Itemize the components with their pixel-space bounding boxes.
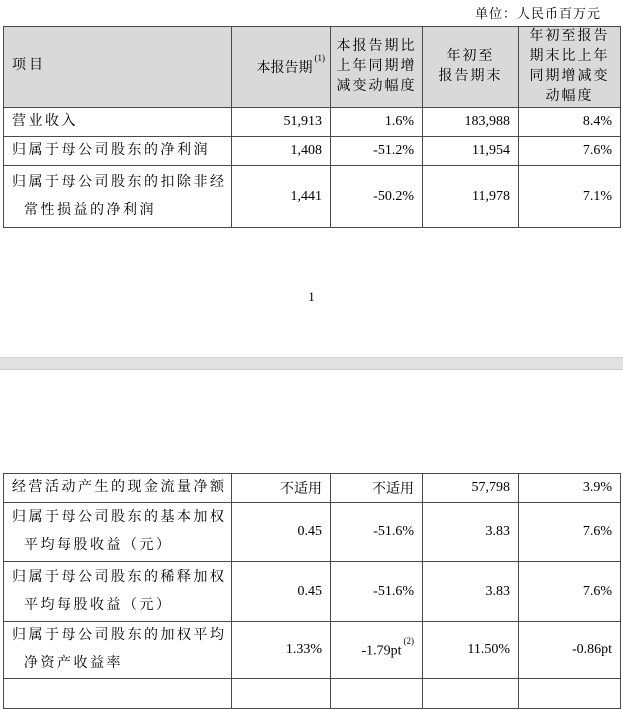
- cell-current-period: 不适用: [232, 474, 331, 503]
- cell-ytd: 3.83: [423, 503, 519, 562]
- cell-ytd-change: 7.1%: [519, 166, 621, 228]
- page-number: 1: [308, 289, 315, 304]
- cell-change-vs-prior: -51.6%: [331, 503, 423, 562]
- cell-change-vs-prior: 不适用: [331, 474, 423, 503]
- table-row: [4, 166, 621, 228]
- cell-current-period: 1,441: [232, 166, 331, 228]
- cell-label: 归属于母公司股东的稀释加权 平均每股收益（元）: [4, 562, 232, 622]
- cell-ytd: 57,798: [423, 474, 519, 503]
- cell-current-period: 51,913: [232, 108, 331, 137]
- cell-change-vs-prior: -51.2%: [331, 137, 423, 166]
- cell-ytd: 183,988: [423, 108, 519, 137]
- cell-ytd: 11,978: [423, 166, 519, 228]
- cell-label: 营业收入: [4, 108, 232, 137]
- cell-ytd-change: 7.6%: [519, 503, 621, 562]
- results-table-page1: [3, 26, 621, 228]
- cell-ytd: 11.50%: [423, 622, 519, 679]
- cell-ytd-change: 8.4%: [519, 108, 621, 137]
- cell-current-period: 0.45: [232, 562, 331, 622]
- header-item: 项目: [4, 27, 232, 108]
- cell-ytd: 3.83: [423, 562, 519, 622]
- table-row: [4, 503, 621, 562]
- header-ytd: 年初至 报告期末: [423, 27, 519, 108]
- cell-change-vs-prior: -1.79pt$^{(2)}$: [331, 622, 423, 679]
- cell-current-period: 1,408: [232, 137, 331, 166]
- cell-label: 经营活动产生的现金流量净额: [4, 474, 232, 503]
- cell-ytd-change: 3.9%: [519, 474, 621, 503]
- results-table-page2: [3, 473, 621, 709]
- cell-ytd: 11,954: [423, 137, 519, 166]
- cell-change-vs-prior: -50.2%: [331, 166, 423, 228]
- header-current-period: [232, 27, 331, 108]
- cell-current-period: 0.45: [232, 503, 331, 562]
- unit-note: 单位：人民币百万元: [474, 6, 601, 21]
- cell-ytd-change: 7.6%: [519, 137, 621, 166]
- table-row: [4, 562, 621, 622]
- cell-label: 归属于母公司股东的基本加权 平均每股收益（元）: [4, 503, 232, 562]
- footnote-marker-2: (2): [403, 635, 414, 646]
- page-separator: [0, 357, 623, 370]
- table-row: [4, 474, 621, 503]
- cell-label: 归属于母公司股东的加权平均 净资产收益率: [4, 622, 232, 679]
- table-row: [4, 622, 621, 679]
- header-change-vs-prior: 本报告期比 上年同期增 减变动幅度: [331, 27, 423, 108]
- cell-ytd-change: -0.86pt: [519, 622, 621, 679]
- cell-label: 归属于母公司股东的净利润: [4, 137, 232, 166]
- cell-change-vs-prior: 1.6%: [331, 108, 423, 137]
- table-row-clipped: [4, 679, 621, 709]
- table-row: [4, 137, 621, 166]
- cell-change-vs-prior: -51.6%: [331, 562, 423, 622]
- header-current-period-text: 本报告期: [256, 61, 313, 76]
- cell-label: 归属于母公司股东的扣除非经 常性损益的净利润: [4, 166, 232, 228]
- cell-current-period: 1.33%: [232, 622, 331, 679]
- table-header-row: [4, 27, 621, 108]
- header-ytd-change: 年初至报告 期末比上年 同期增减变 动幅度: [519, 27, 621, 108]
- footnote-marker-1: (1): [314, 53, 325, 64]
- table-row: [4, 108, 621, 137]
- cell-ytd-change: 7.6%: [519, 562, 621, 622]
